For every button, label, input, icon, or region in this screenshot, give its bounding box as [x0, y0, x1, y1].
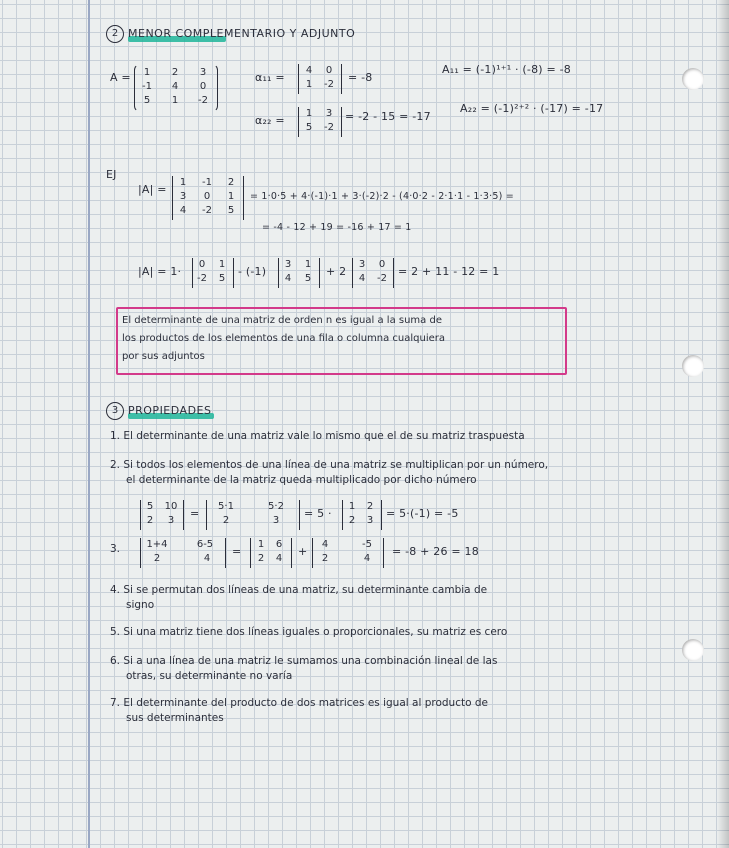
section-title: MENOR COMPLEMENTARIO Y ADJUNTO — [128, 27, 356, 40]
a22-adjunto: A₂₂ = (-1)²⁺² · (-17) = -17 — [460, 102, 604, 115]
definition-box — [116, 307, 567, 375]
property-6-line-2: otras, su determinante no varía — [126, 670, 293, 682]
p2-matrix-2: 5·1 5·2 2 3 — [206, 500, 300, 530]
det-a-label: |A| = — [138, 183, 167, 196]
p2-matrix-1: 5 10 2 3 — [140, 500, 184, 530]
definition-line-2: los productos de los elementos de una fila o columna cualquiera — [122, 333, 446, 344]
cofactor-matrix-3: 3 0 4 -2 — [352, 258, 394, 288]
cofactor-start: |A| = 1· — [138, 265, 182, 278]
cofactor-matrix-2: 3 1 4 5 — [278, 258, 320, 288]
alpha11-label: α₁₁ = — [255, 71, 285, 84]
binder-hole — [682, 68, 704, 90]
cofactor-result: = 2 + 11 - 12 = 1 — [398, 265, 500, 278]
property-7-line-2: sus determinantes — [126, 712, 224, 724]
alpha11-result: = -8 — [348, 71, 373, 84]
definition-line-1: El determinante de una matriz de orden n es igual a la suma de — [122, 315, 442, 326]
p2-factor: = 5 · — [304, 507, 332, 520]
p3-matrix-3: 4 -5 2 4 — [312, 538, 384, 568]
example-label: EJ — [106, 168, 117, 181]
p3-plus: + — [298, 545, 308, 558]
p3-matrix-2: 1 6 2 4 — [250, 538, 292, 568]
property-6-line-1: 6. Si a una línea de una matriz le sumamos una combinación lineal de las — [110, 655, 498, 667]
cofactor-mid-2: + 2 — [326, 265, 347, 278]
p2-matrix-3: 1 2 2 3 — [342, 500, 382, 530]
property-4-line-2: signo — [126, 599, 155, 611]
property-7-line-1: 7. El determinante del producto de dos matrices es igual al producto de — [110, 697, 488, 709]
a11-adjunto: A₁₁ = (-1)¹⁺¹ · (-8) = -8 — [442, 63, 571, 76]
alpha22-label: α₂₂ = — [255, 114, 285, 127]
matrix-a: 1 2 3 -1 4 0 5 1 -2 — [134, 64, 218, 112]
p2-result: = 5·(-1) = -5 — [386, 507, 459, 520]
section-number: 3 — [106, 402, 124, 420]
cofactor-mid-1: - (-1) — [238, 265, 267, 278]
sarrus-expansion: = 1·0·5 + 4·(-1)·1 + 3·(-2)·2 - (4·0·2 - 2·1·1 - 1·3·5) = — [250, 191, 514, 202]
property-5: 5. Si una matriz tiene dos líneas iguales o proporcionales, su matriz es cero — [110, 626, 508, 638]
alpha11-matrix: 4 0 1 -2 — [298, 64, 342, 94]
property-2-line-1: 2. Si todos los elementos de una línea de una matriz se multiplican por un número, — [110, 459, 549, 471]
alpha22-result: = -2 - 15 = -17 — [345, 110, 431, 123]
binder-hole — [682, 639, 704, 661]
binder-hole — [682, 355, 704, 377]
property-1: 1. El determinante de una matriz vale lo mismo que el de su matriz traspuesta — [110, 430, 525, 442]
section-title: PROPIEDADES — [128, 404, 212, 417]
matrix-a-label: A = — [110, 71, 131, 84]
p3-matrix-1: 1+4 6-5 2 4 — [140, 538, 226, 568]
section-number: 2 — [106, 25, 124, 43]
p3-result: = -8 + 26 = 18 — [392, 545, 479, 558]
sarrus-result: = -4 - 12 + 19 = -16 + 17 = 1 — [262, 222, 412, 233]
det-a-matrix: 1 -1 2 3 0 1 4 -2 5 — [172, 176, 244, 220]
property-4-line-1: 4. Si se permutan dos líneas de una matriz, su determinante cambia de — [110, 584, 488, 596]
alpha22-matrix: 1 3 5 -2 — [298, 107, 342, 137]
property-2-line-2: el determinante de la matriz queda multiplicado por dicho número — [126, 474, 477, 486]
p2-equals: = — [190, 507, 200, 520]
p3-equals: = — [232, 545, 242, 558]
page-edge-shadow — [717, 0, 729, 848]
property-3-number: 3. — [110, 543, 121, 555]
definition-line-3: por sus adjuntos — [122, 351, 205, 362]
cofactor-matrix-1: 0 1 -2 5 — [192, 258, 234, 288]
